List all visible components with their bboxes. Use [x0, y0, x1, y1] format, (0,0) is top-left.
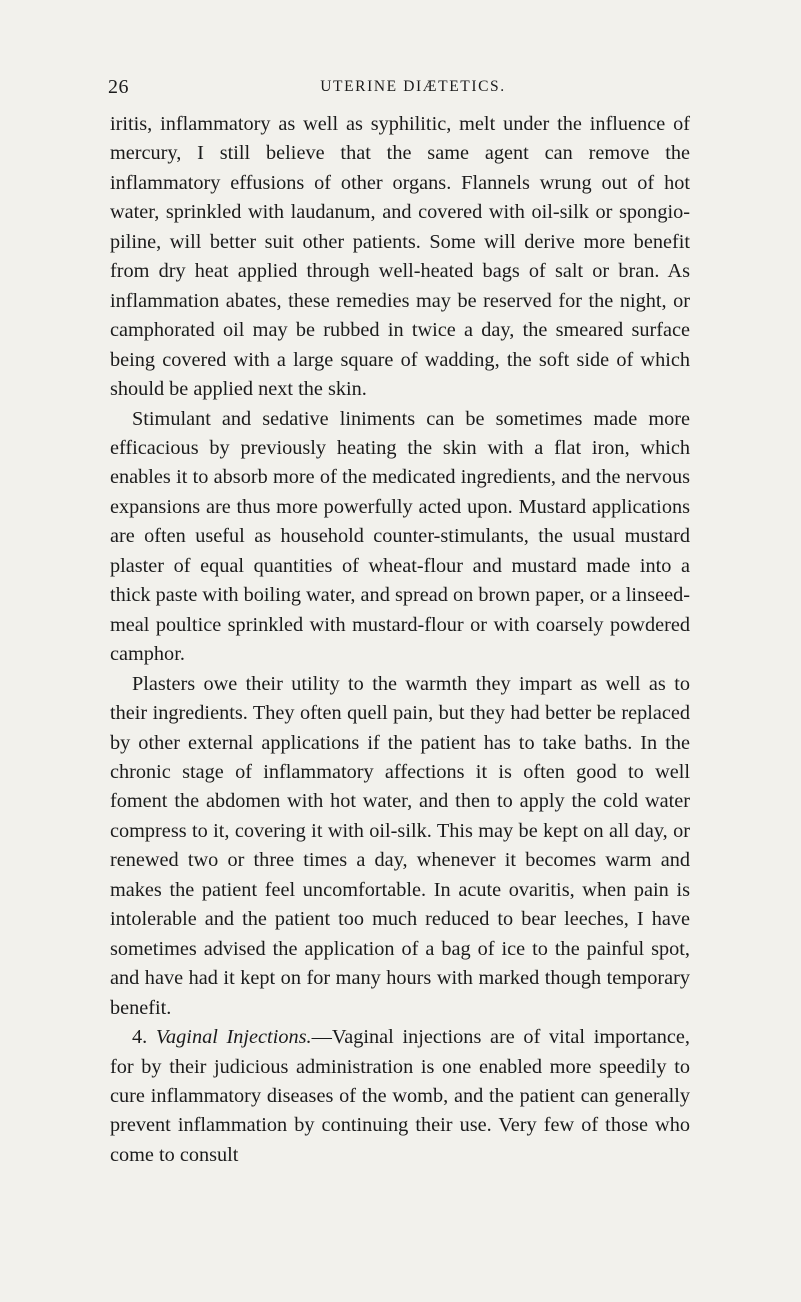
paragraph-4 — [110, 1023, 690, 1170]
paragraph-2: Stimulant and sedative liniments can be sometimes made more efficacious by previously heating the skin with a flat iron, which enables it to absorb more of the medicated ingredients, and the nervous expansions are thus more powerfully acted upon. Mustard applications are often useful as household counter-stimulants, the usual mustard plaster of equal quantities of wheat-flour and mustard made into a thick paste with boiling water, and spread on brown paper, or a linseed-meal poultice sprinkled with mustard-flour or with coarsely powdered camphor. — [110, 407, 690, 666]
section-title: Vaginal Injections. — [155, 1026, 312, 1049]
page-header — [108, 76, 688, 102]
paragraph-3: Plasters owe their utility to the warmth they impart as well as to their ingredients. They often quell pain, but they had better be replaced by other external applications if the patient has to take baths. In the chronic stage of inflammatory affections it is often good to well foment the abdomen with hot water, and then to apply the cold water compress to it, covering it with oil-silk. This may be kept on all day, or renewed two or three times a day, whenever it becomes warm and makes the patient feel uncomfortable. In acute ovaritis, when pain is intolerable and the patient too much reduced to bear leeches, I have sometimes advised the application of a bag of ice to the painful spot, and have had it kept on for many hours with marked though temporary benefit. — [110, 672, 690, 1019]
page-number: 26 — [108, 76, 129, 98]
paragraph-1: iritis, inflammatory as well as syphilitic, melt under the influence of mercury, I still believe that the same agent can remove the inflammatory effusions of other organs. Flannels wrung out of hot water, sprinkled with laudanum, and covered with oil-silk or spongio-piline, will better suit other patients. Some will derive more benefit from dry heat applied through well-heated bags of salt or bran. As inflammation abates, these remedies may be reserved for the night, or camphorated oil may be rubbed in twice a day, the smeared surface being covered with a large square of wadding, the soft side of which should be applied next the skin. — [110, 113, 690, 401]
section-number: 4. — [132, 1026, 148, 1049]
paragraph-4-text: —Vaginal injections are of vital importance, for by their judicious administration is one enabled more speedily to cure inflammatory diseases of the womb, and the patient can generally prevent inflammation by continuing their use. Very few of those who come to consult — [110, 1026, 690, 1166]
running-title: UTERINE DIÆTETICS. — [320, 78, 506, 95]
body-text — [110, 110, 690, 1170]
